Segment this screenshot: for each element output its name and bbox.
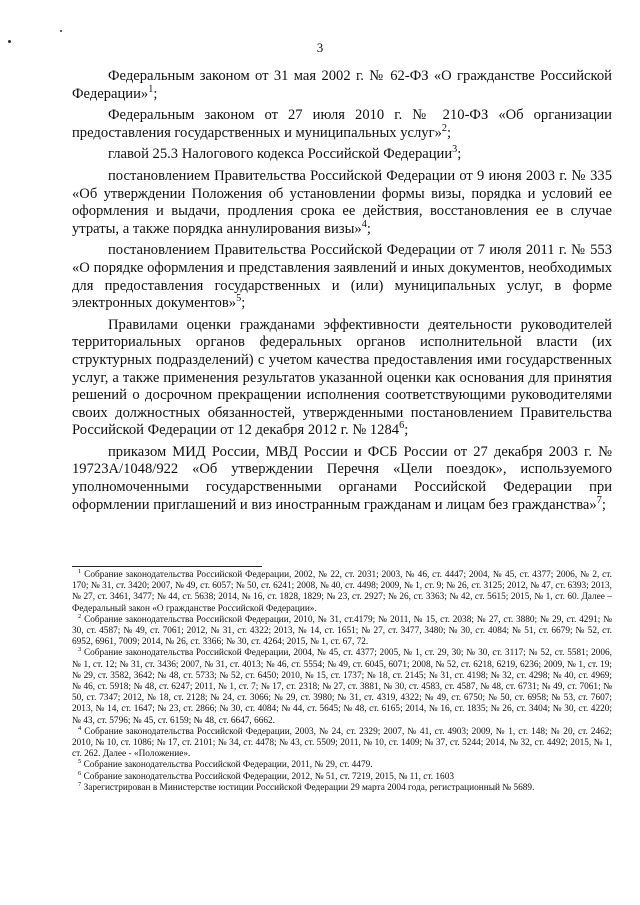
footnote-text: Собрание законодательства Российской Федерации, 2011, № 29, ст. 4479.: [83, 760, 373, 771]
paragraph-tail: ;: [404, 422, 409, 439]
footnotes: [72, 567, 612, 794]
list-item: [72, 107, 612, 142]
paragraph-tail: ;: [366, 220, 371, 237]
list-item: [72, 242, 612, 312]
footnote-number: 4: [78, 724, 82, 732]
paragraph-text: постановлением Правительства Российской Федерации от 9 июня 2003 г. № 335 «Об утверждении Положения об установлении формы визы, порядка и условий ее оформления и выдачи, продления срока ее действия, восстановления ее в случае утраты, а также порядка аннулирования визы»: [72, 167, 612, 237]
list-item: [72, 146, 612, 164]
footnote: [72, 724, 612, 761]
footnote-text: Собрание законодательства Российской Федерации, 2003, № 24, ст. 2329; 2007, № 41, ст. 4903; 2009, № 1, ст. 148; № 20, ст. 2462; 2010, № 10, ст. 1086; № 17, ст. 2101; № 34, ст. 4478; № 43, ст. 5509; 2011, № 10, ст. 1409; № 37, ст. 5244; 2014, № 32, ст. 4492; 2015, № 1, ст. 262. Далее - «Положение».: [72, 726, 612, 760]
footnote-number: 1: [78, 567, 82, 575]
paragraph-tail: ;: [241, 295, 246, 312]
list-item: [72, 68, 612, 103]
paragraph-text: главой 25.3 Налогового кодекса Российской Федерации: [108, 146, 453, 163]
paragraph-text: постановлением Правительства Российской Федерации от 7 июля 2011 г. № 553 «О порядке оформления и представления заявлений и иных документов, необходимых для предоставления государственных и (или) муниципальных услуг, в форме электронных документов»: [72, 242, 612, 312]
list-item: [72, 317, 612, 440]
footnote-ref: 2: [441, 122, 447, 134]
footnote-number: 3: [78, 646, 82, 654]
scan-speck: [8, 40, 11, 43]
paragraph-tail: ;: [446, 124, 452, 141]
footnote: [72, 567, 612, 615]
paragraph-text: Федеральным законом от 31 мая 2002 г. № 62-ФЗ «О гражданстве Российской Федерации»: [72, 68, 612, 102]
footnote-ref: 5: [236, 293, 242, 305]
footnote-number: 6: [78, 769, 82, 777]
footnote-separator: [72, 566, 262, 567]
footnote-text: Собрание законодательства Российской Федерации, 2012, № 51, ст. 7219, 2015, № 11, ст. 1603: [83, 771, 454, 782]
footnote: [72, 612, 612, 649]
footnote-ref: 7: [596, 494, 602, 506]
footnote: [72, 780, 612, 794]
footnote-text: Собрание законодательства Российской Федерации, 2004, № 45, ст. 4377; 2005, № 1, ст. 29, 30; № 30, ст. 3117; № 52, ст. 5581; 2006, № 1, ст. 12; № 31, ст. 3436; 2007, № 31, ст. 4013; № 46, ст. 5554; № 49, ст. 6045, 6071; 2008, № 52, ст. 6218, 6219, 6236; 2009, № 1, ст. 19; № 29, ст. 3582, 3642; № 48, ст. 5733; № 52, ст. 6450; 2010, № 15, ст. 1737; № 18, ст. 2145; № 31, ст. 4198; № 32, ст. 4298; № 40, ст. 4969; № 46, ст. 5918; № 48, ст. 6247; 2011, № 1, ст. 7; № 17, ст. 2318; № 27, ст. 3881, № 30, ст. 4583, ст. 4587, № 48, ст. 6731; № 49, ст. 7061; № 50, ст. 7347; 2012, № 18, ст. 2128; № 24, ст. 3066; № 29, ст. 3980; № 31, ст. 4319, 4322; № 49, ст. 6750; № 50, ст. 6958; № 53, ст. 7607; 2013, № 14, ст. 1647; № 23, ст. 2866; № 30, ст. 4084; № 44, ст. 5645; № 48, ст. 6165; 2014, № 16, ст. 1835; № 26, ст. 3404; № 30, ст. 4220; № 43, ст. 5796; № 45, ст. 6159; № 48, ст. 6647, 6662.: [72, 648, 612, 726]
footnote-number: 2: [78, 612, 82, 620]
footnote-ref: 4: [361, 218, 367, 230]
scan-speck: [60, 30, 62, 32]
list-item: [72, 168, 612, 238]
footnote-number: 5: [78, 758, 82, 766]
paragraph-text: Федеральным законом от 27 июля 2010 г. № 210-ФЗ «Об организации предоставления государственных и муниципальных услуг»: [72, 107, 612, 141]
paragraph-text: Правилами оценки гражданами эффективности деятельности руководителей территориальных органов федеральных органов исполнительной власти (их структурных подразделений) с учетом качества предоставления ими государственных услуг, а также применения результатов указанной оценки как основания для принятия решений о досрочном прекращении исполнения соответствующими руководителями своих должностных обязанностей, утвержденными постановлением Правительства Российской Федерации от 12 декабря 2012 г. № 1284: [72, 316, 612, 439]
footnote: [72, 760, 612, 771]
footnote: [72, 769, 612, 783]
footnote-text: Собрание законодательства Российской Федерации, 2002, № 22, ст. 2031; 2003, № 46, ст. 4447; 2004, № 45, ст. 4377; 2006, № 2, ст. 170; № 31, ст. 3420; 2007, № 49, ст. 6057; № 50, ст. 6241; 2008, № 40, ст. 4498; 2009, № 1, ст. 9; № 26, ст. 3125; 2012, № 47, ст. 6393; 2013, № 27, ст. 3461, 3477; № 44, ст. 5638; 2014, № 16, ст. 1828, 1829; № 23, ст. 2927; № 26, ст. 3363; № 42, ст. 5615; 2015, № 1, ст. 60. Далее – Федеральный закон «О гражданстве Российской Федерации».: [72, 570, 612, 614]
paragraph-text: приказом МИД России, МВД России и ФСБ России от 27 декабря 2003 г. № 19723А/1048/922 «Об утверждении Перечня «Цели поездок», используемого уполномоченными государственными органами Российской Федерации при оформлении приглашений и виз иностранным гражданам и лицам без гражданства»: [72, 443, 612, 513]
list-item: [72, 444, 612, 514]
paragraph-tail: ;: [153, 85, 158, 102]
paragraph-tail: ;: [457, 146, 462, 163]
footnote-ref: 3: [452, 144, 458, 156]
main-text: [72, 68, 612, 518]
page-number: 3: [316, 40, 324, 55]
paragraph-tail: ;: [601, 496, 606, 513]
footnote-number: 7: [78, 780, 82, 788]
footnote-text: Собрание законодательства Российской Федерации, 2010, № 31, ст.4179; № 2011, № 15, ст. 2038; № 27, ст. 3880; № 29, ст. 4291; № 30, ст. 4587; № 49, ст. 7061; 2012, № 31, ст. 4322; 2013, № 14, ст. 1651; № 27, ст. 3477, 3480; № 30, ст. 4084; № 51, ст. 6679; № 52, ст. 6952, 6961, 7009; 2014, № 26, ст. 3366; № 30, ст. 4264; 2015, № 1, ст. 67, 72.: [72, 614, 612, 648]
footnote: [72, 648, 612, 726]
footnote-text: Зарегистрирован в Министерстве юстиции Российской Федерации 29 марта 2004 года, регистрационный № 5689.: [83, 782, 535, 793]
footnote-ref: 6: [399, 420, 405, 432]
footnote-ref: 1: [148, 83, 154, 95]
